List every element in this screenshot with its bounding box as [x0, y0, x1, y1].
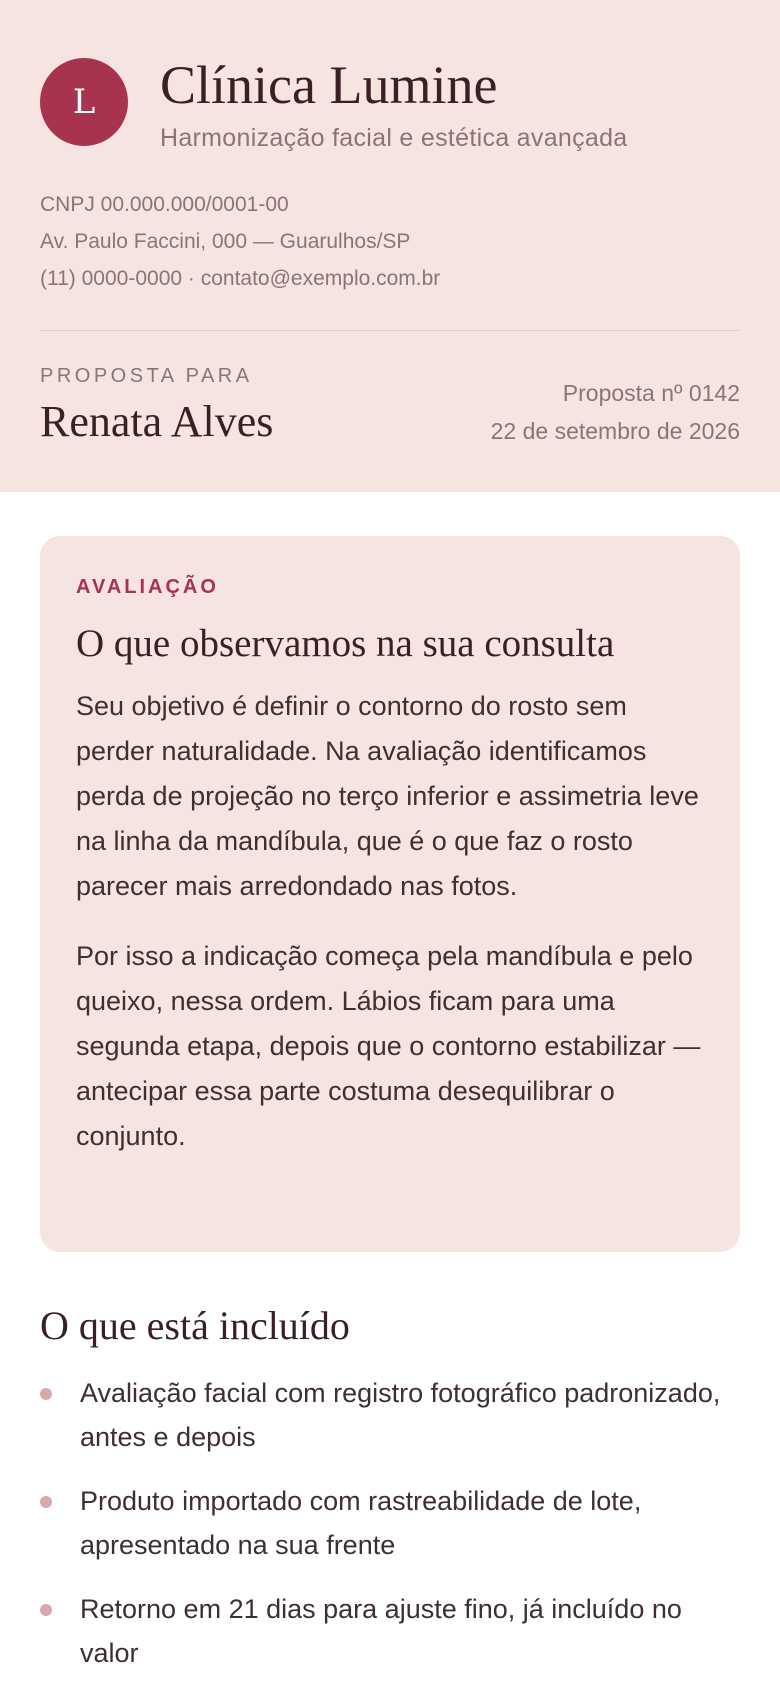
clinic-contact-info: [40, 186, 440, 297]
included-title: O que está incluído: [40, 1303, 350, 1348]
header-divider: [40, 330, 740, 331]
assessment-paragraph: Seu objetivo é definir o contorno do rosto sem perder naturalidade. Na avaliação identificamos perda de projeção no terço inferior e assimetria leve na linha da mandíbula, que é o que faz o rosto parecer mais arredondado nas fotos.: [76, 691, 699, 901]
clinic-header: [0, 0, 780, 492]
clinic-logo: L: [40, 58, 128, 146]
proposal-meta: [491, 374, 740, 450]
list-item: [40, 1371, 740, 1459]
included-section: [40, 1302, 740, 1695]
included-list: [40, 1371, 740, 1675]
clinic-phone-email: (11) 0000-0000 · contato@exemplo.com.br: [40, 267, 441, 290]
list-item: [40, 1587, 740, 1675]
clinic-address: Av. Paulo Faccini, 000 — Guarulhos/SP: [40, 230, 411, 253]
list-item-text: Produto importado com rastreabilidade de lote, apresentado na sua frente: [80, 1486, 642, 1560]
assessment-eyebrow: AVALIAÇÃO: [76, 576, 219, 598]
list-item: [40, 1479, 740, 1567]
assessment-paragraph: Por isso a indicação começa pela mandíbula e pelo queixo, nessa ordem. Lábios ficam para uma segunda etapa, depois que o contorno estabilizar — antecipar essa parte costuma desequilibrar o conjunto.: [76, 941, 701, 1151]
list-item-text: Avaliação facial com registro fotográfico padronizado, antes e depois: [80, 1378, 721, 1452]
bullet-icon: [40, 1604, 52, 1616]
proposal-label: PROPOSTA PARA: [40, 365, 253, 387]
assessment-card: [40, 536, 740, 1252]
client-name: Renata Alves: [40, 397, 274, 446]
clinic-tagline: Harmonização facial e estética avançada: [160, 124, 628, 152]
clinic-name: Clínica Lumine: [160, 55, 498, 115]
bullet-icon: [40, 1496, 52, 1508]
proposal-number: Proposta nº 0142: [562, 380, 740, 406]
clinic-cnpj: CNPJ 00.000.000/0001-00: [40, 193, 289, 216]
list-item-text: Retorno em 21 dias para ajuste fino, já incluído no valor: [80, 1594, 682, 1668]
assessment-title: O que observamos na sua consulta: [76, 622, 615, 665]
brand: [40, 55, 740, 158]
bullet-icon: [40, 1388, 52, 1400]
proposal-date: 22 de setembro de 2026: [490, 418, 740, 444]
